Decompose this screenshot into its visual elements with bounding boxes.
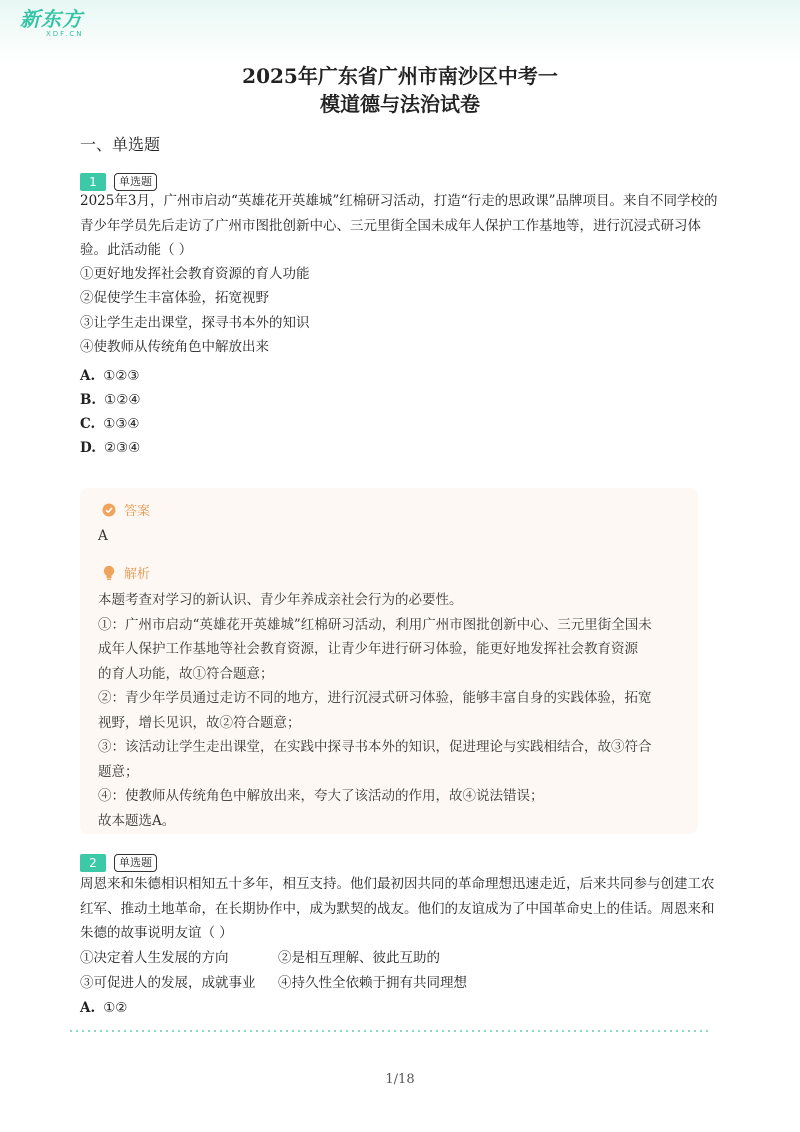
question-2-statement-3: ③可促进人的发展，成就事业 [80, 975, 256, 991]
question-2-statement-4: ④持久性全依赖于拥有共同理想 [278, 975, 467, 991]
analysis-line: ④：使教师从传统角色中解放出来，夸大了该活动的作用，故④说法错误； [98, 788, 544, 804]
option-letter: B. [80, 392, 97, 408]
question-number-badge: 1 [80, 173, 106, 191]
option-letter: A. [80, 1000, 96, 1016]
question-type-tag: 单选题 [114, 173, 157, 191]
question-1-statement-4: ④使教师从传统角色中解放出来 [80, 339, 269, 355]
question-1-statement-1: ①更好地发挥社会教育资源的育人功能 [80, 266, 310, 282]
option-text: ①②③ [103, 368, 140, 384]
question-2-stem: 周恩来和朱德相识相知五十多年，相互支持。他们最初因共同的革命理想迅速走近，后来共同参与创建工农红军、推动土地革命，在长期协作中，成为默契的战友。他们的友谊成为了中国革命史上的佳话。周恩来和朱德的故事说明友谊（ ） [80, 876, 715, 941]
analysis-line: ②：青少年学员通过走访不同的地方，进行沉浸式研习体验，能够丰富自身的实践体验，拓宽 [98, 690, 652, 706]
section-title: 一、单选题 [80, 135, 161, 154]
option-a [80, 1000, 127, 1016]
analysis-text [98, 588, 678, 833]
title-line-2: 模道德与法治试卷 [320, 92, 480, 116]
option-a [80, 368, 140, 384]
check-badge-icon [102, 503, 116, 517]
question-2-statement-1: ①决定着人生发展的方向 [80, 950, 229, 966]
question-1-stem: 2025年3月，广州市启动“英雄花开英雄城”红棉研习活动，打造“行走的思政课”品牌项目。来自不同学校的青少年学员先后走访了广州市图批创新中心、三元里街全国未成年人保护工作基地等，进行沉浸式研习体验。此活动能（ ） [80, 193, 718, 258]
question-2-header [80, 853, 157, 873]
analysis-line: 的育人功能，故①符合题意； [98, 665, 274, 682]
analysis-line: 题意； [98, 763, 139, 780]
option-text: ①② [103, 1000, 128, 1016]
answer-label [102, 500, 150, 519]
question-1-statement-3: ③让学生走出课堂，探寻书本外的知识 [80, 315, 310, 331]
logo-main-text: 新东方 [20, 7, 83, 31]
question-2-statement-2: ②是相互理解、彼此互助的 [278, 950, 440, 966]
analysis-line: ③：该活动让学生走出课堂，在实践中探寻书本外的知识，促进理论与实践相结合，故③符合 [98, 739, 652, 755]
answer-value: A [98, 528, 108, 544]
analysis-line: 本题考查对学习的新认识、青少年养成亲社会行为的必要性。 [98, 592, 463, 608]
question-2-statements-row-1 [80, 946, 700, 966]
question-type-tag: 单选题 [114, 854, 157, 872]
analysis-line: 成年人保护工作基地等社会教育资源，让青少年进行研习体验，能更好地发挥社会教育资源 [98, 641, 638, 657]
lightbulb-icon [102, 565, 116, 581]
logo-sub-text: XDF.CN [46, 30, 84, 38]
analysis-label [102, 563, 150, 582]
option-text: ①②④ [104, 392, 141, 408]
option-letter: D. [80, 440, 96, 456]
analysis-line: ①：广州市启动“英雄花开英雄城”红棉研习活动，利用广州市图批创新中心、三元里街全国未 [98, 616, 652, 633]
dotted-divider [68, 1030, 712, 1032]
analysis-label-text: 解析 [124, 567, 151, 582]
title-line-1: 2025年广东省广州市南沙区中考一 [242, 64, 558, 88]
option-text: ①③④ [103, 416, 140, 432]
option-text: ②③④ [103, 440, 141, 456]
header-band [0, 0, 800, 64]
page-title [0, 62, 800, 118]
option-b [80, 392, 140, 408]
analysis-line: 视野，增长见识，故②符合题意； [98, 714, 301, 731]
answer-analysis-box [80, 488, 698, 834]
answer-label-text: 答案 [124, 504, 151, 519]
xdf-logo [20, 8, 90, 44]
analysis-line: 故本题选A。 [98, 812, 176, 829]
question-number-badge: 2 [80, 854, 106, 872]
page-number: 1/18 [385, 1072, 415, 1087]
option-letter: A. [80, 368, 96, 384]
option-c [80, 416, 140, 432]
option-d [80, 440, 140, 456]
option-letter: C. [80, 416, 96, 432]
question-1-statement-2: ②促使学生丰富体验，拓宽视野 [80, 290, 269, 306]
question-2-statements-row-2 [80, 971, 700, 991]
